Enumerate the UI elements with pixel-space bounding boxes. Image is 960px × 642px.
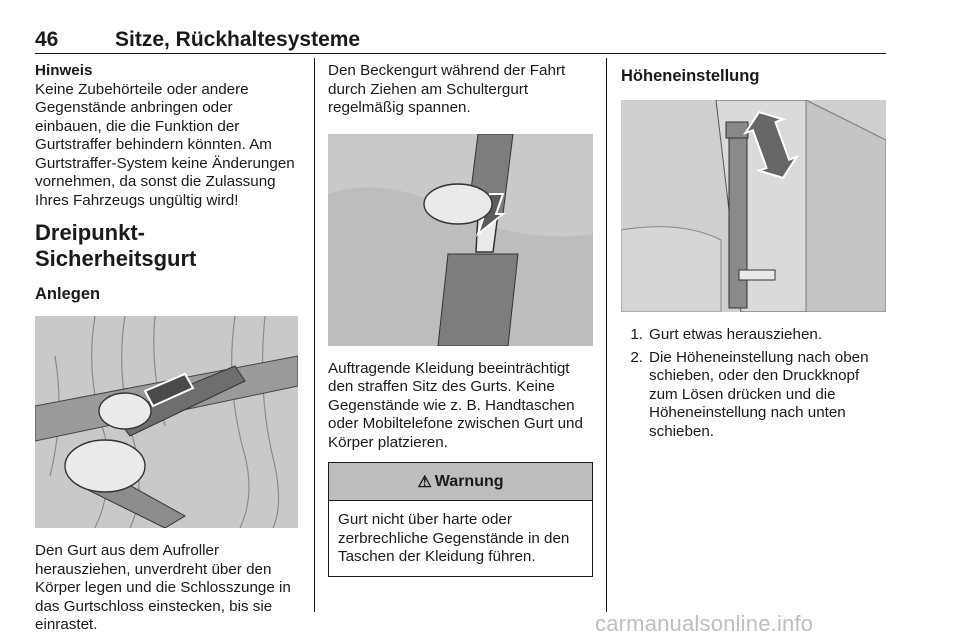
section-heading: Dreipunkt-Sicherheitsgurt	[35, 220, 197, 271]
height-adjuster-illustration	[621, 100, 886, 312]
warning-triangle-icon: ⚠	[417, 473, 432, 491]
warning-text: Gurt nicht über harte oder zerbrechliche Gegenstände in den Taschen der Kleidung führen.	[338, 511, 570, 565]
height-steps-list	[621, 326, 886, 441]
warning-header	[329, 463, 592, 501]
list-item	[621, 349, 886, 442]
warning-title: Warnung	[434, 472, 504, 490]
step-number: 1.	[630, 326, 643, 343]
step-number: 2.	[630, 348, 643, 366]
page-number: 46	[35, 28, 59, 51]
height-adjustment-heading: Höheneinstellung	[621, 67, 760, 85]
column-right	[621, 62, 886, 445]
seatbelt-fastening-drawing	[35, 316, 298, 528]
lap-belt-drawing	[328, 134, 593, 346]
column-middle	[328, 62, 593, 577]
list-item	[621, 326, 886, 345]
chapter-title: Sitze, Rückhaltesysteme	[115, 28, 361, 51]
column-left	[35, 62, 300, 635]
watermark: carmanualsonline.info	[595, 611, 814, 636]
lap-belt-illustration	[328, 134, 593, 346]
subsection-heading: Anlegen	[35, 285, 101, 303]
column-divider	[314, 58, 315, 612]
clothing-notice: Auftragende Kleidung beeinträchtigt den straffen Sitz des Gurts. Keine Gegenstände wie z. B. Handtaschen oder Mobiltelefone zwischen Gurt und Körper platzieren.	[328, 359, 583, 451]
note-title: Hinweis	[35, 62, 93, 79]
warning-box	[328, 462, 593, 577]
height-adjuster-drawing	[621, 100, 886, 312]
note-text: Keine Zubehörteile oder andere Gegenstände anbringen oder einbauen, die die Funktion der Gurtstraffer behindern könnten. Am Gurtstraffer-System keine Änderungen vornehmen, da sonst die Zulassung Ihres Fahrzeugs ungültig wird!	[35, 80, 295, 209]
step-text: Gurt etwas herausziehen.	[649, 326, 823, 343]
page-header	[35, 28, 886, 54]
fastening-instructions: Den Gurt aus dem Aufroller herausziehen, unverdreht über den Körper legen und die Schlosszunge in das Gurtschloss einstecken, bis sie einrastet.	[35, 542, 291, 633]
step-text: Die Höheneinstellung nach oben schieben, oder den Druckknopf zum Lösen drücken und die Höheneinstellung nach unten schieben.	[649, 348, 869, 440]
seatbelt-fastening-illustration	[35, 316, 298, 528]
column-divider	[606, 58, 607, 612]
tighten-instructions: Den Beckengurt während der Fahrt durch Ziehen am Schultergurt regelmäßig spannen.	[328, 62, 566, 116]
